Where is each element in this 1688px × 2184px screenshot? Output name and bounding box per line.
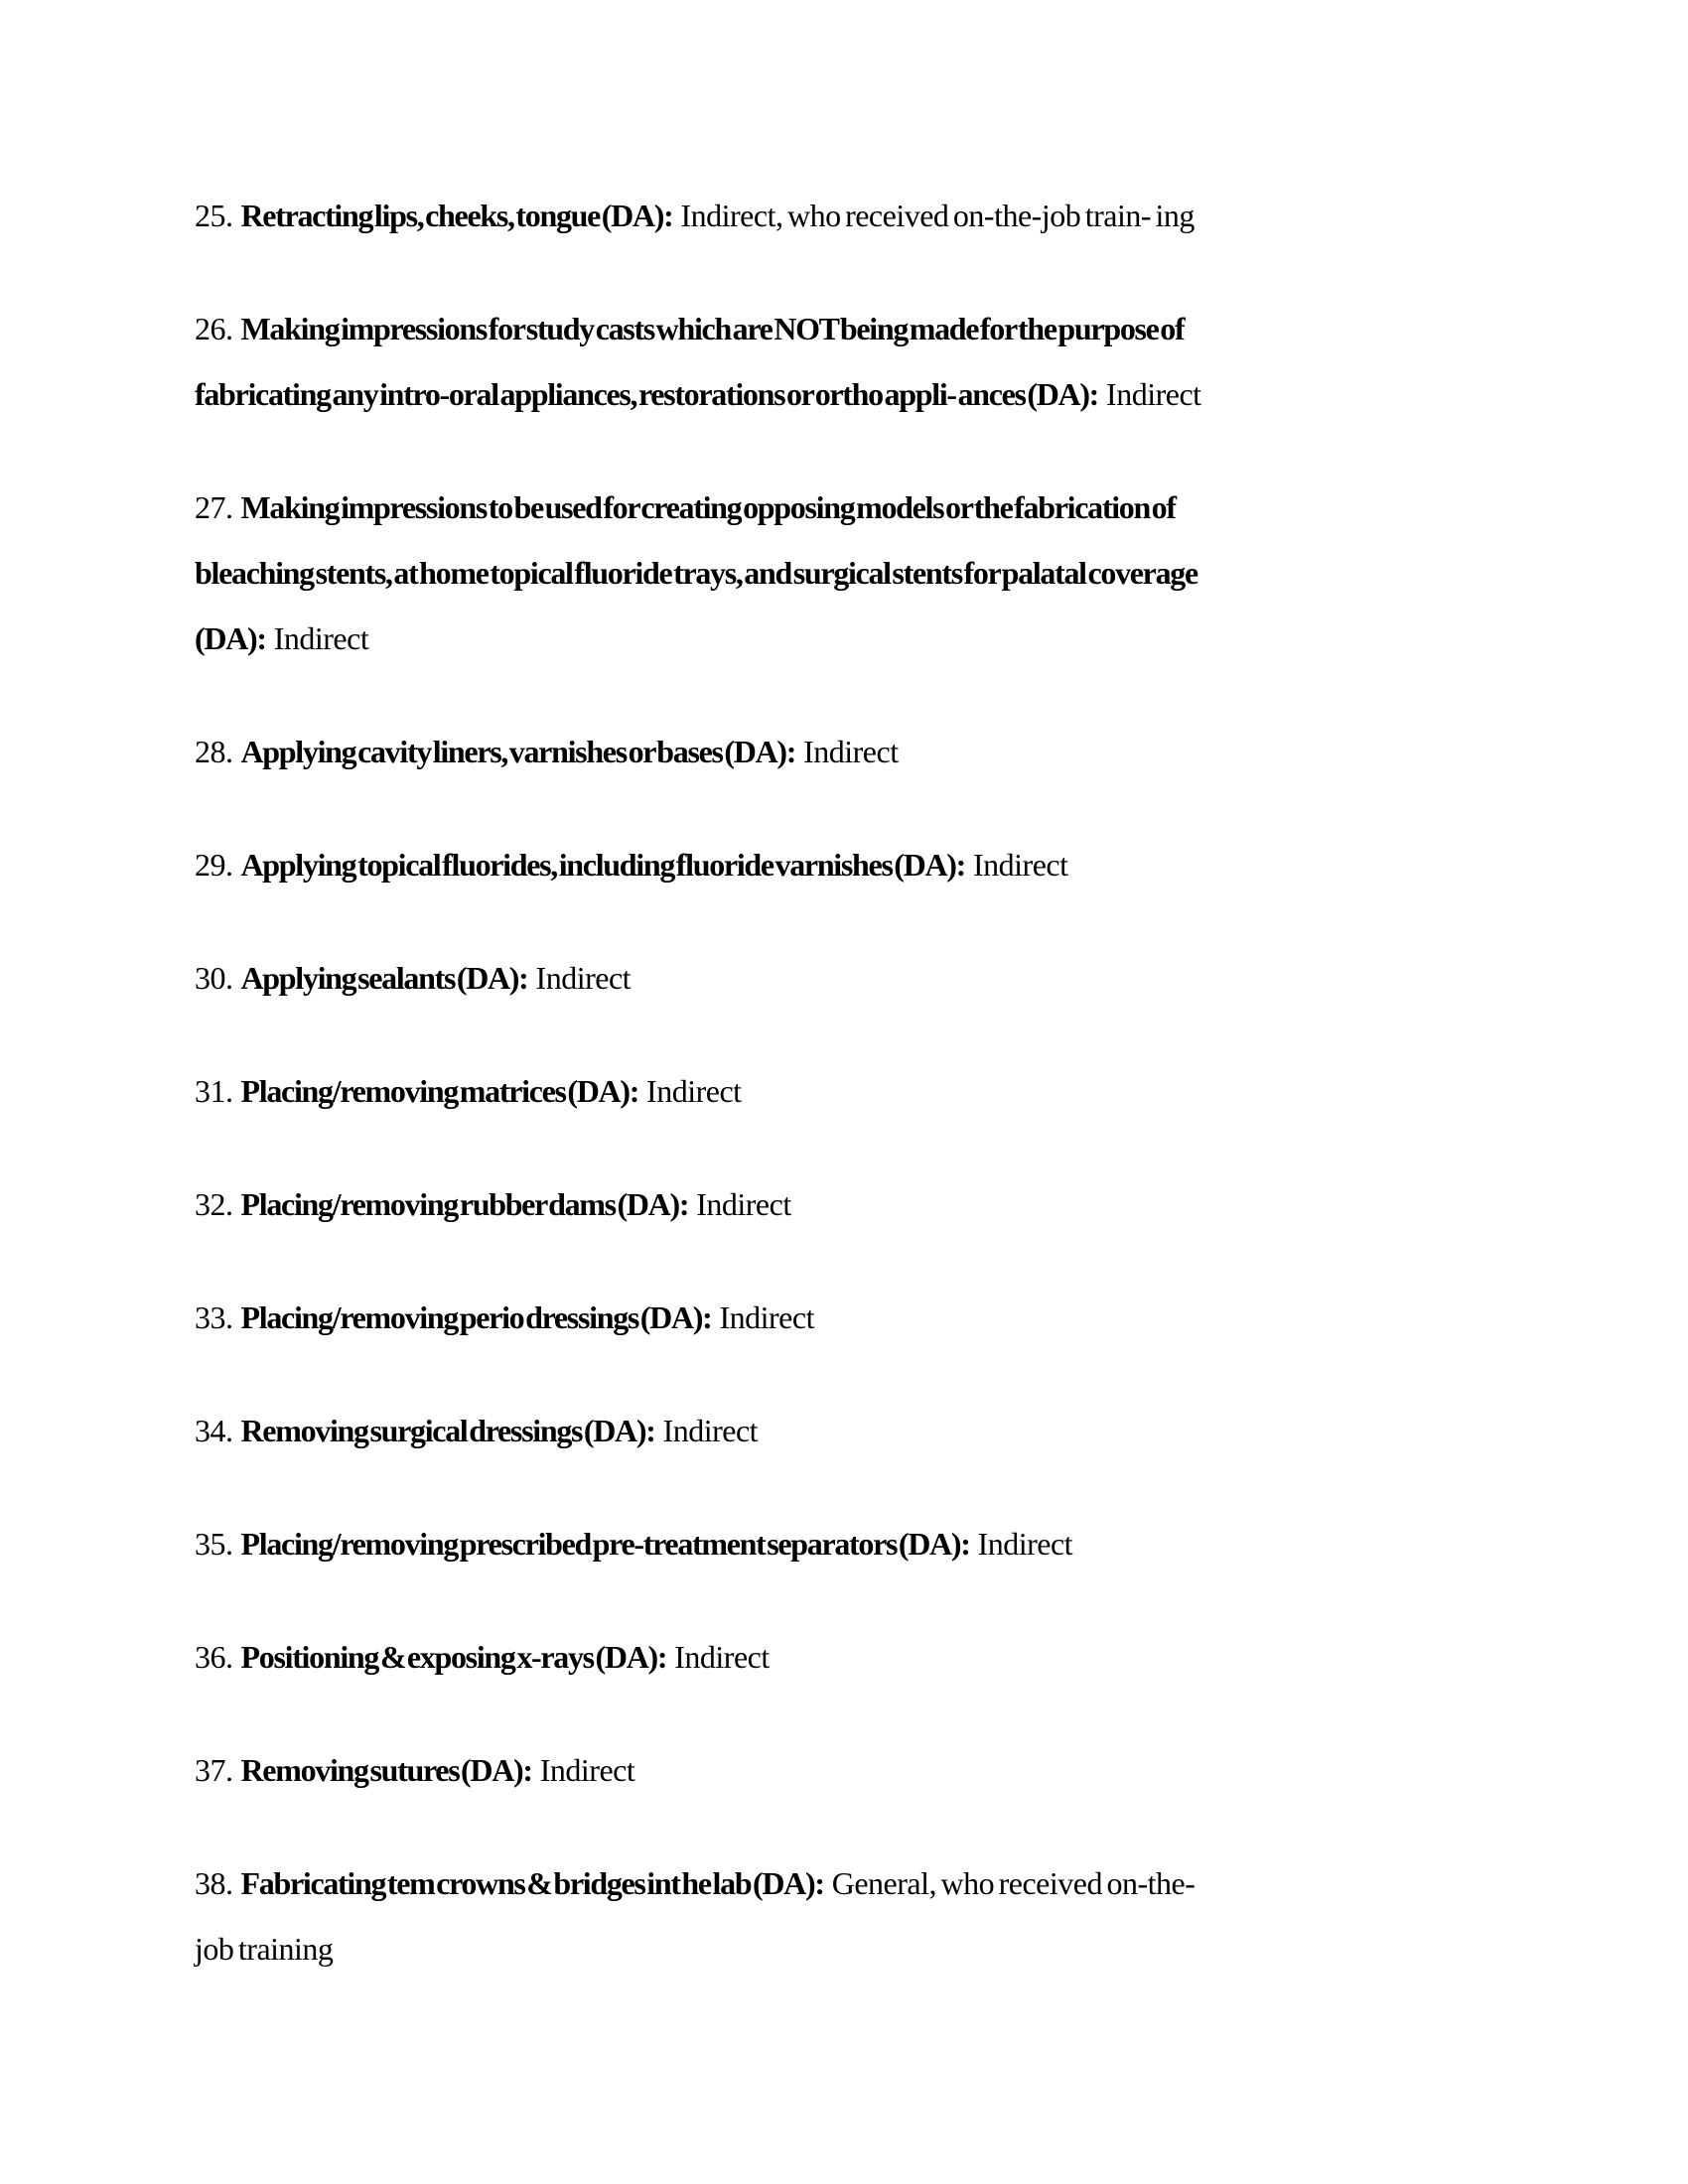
item-number: 30.: [195, 960, 233, 996]
item-number: 32.: [195, 1186, 233, 1222]
item-task: Fabricating tem crowns & bridges int he lab (DA):: [240, 1865, 824, 1901]
item-answer: Indirect: [674, 1639, 770, 1675]
item-number: 36.: [195, 1639, 233, 1675]
item-number: 28.: [195, 734, 233, 769]
item-task: Applying topical fluorides, including fluoride varnishes (DA):: [240, 847, 965, 883]
item-answer: Indirect: [803, 734, 899, 769]
list-item: [195, 1171, 1227, 1237]
item-task: Placing/removing perio dressings (DA):: [240, 1299, 712, 1335]
item-number: 27.: [195, 489, 233, 525]
item-answer: Indirect: [273, 620, 369, 656]
item-answer: Indirect: [973, 847, 1068, 883]
item-number: 31.: [195, 1073, 233, 1109]
item-number: 26.: [195, 311, 233, 346]
item-answer: Indirect: [696, 1186, 791, 1222]
item-answer: Indirect: [662, 1413, 759, 1448]
item-number: 34.: [195, 1413, 233, 1448]
list-item: [195, 1398, 1227, 1463]
item-task: Applying cavity liners, varnishes or bases (DA):: [240, 734, 796, 769]
item-answer: Indirect: [535, 960, 632, 996]
item-task: Removing sutures (DA):: [240, 1752, 532, 1788]
list-item: [195, 1624, 1227, 1690]
item-number: 37.: [195, 1752, 233, 1788]
item-task: Making impressions for study casts which are NOT being made for the purpose of fabricating any intro-oral appliances, restorations or ortho appli- ances (DA):: [195, 311, 1185, 412]
item-task: Positioning & exposing x-rays (DA):: [240, 1639, 667, 1675]
list-item: [195, 719, 1227, 784]
list-item: [195, 832, 1227, 897]
list-item: [195, 1058, 1227, 1124]
item-task: Retracting lips, cheeks, tongue (DA):: [240, 198, 673, 233]
item-task: Removing surgical dressings (DA):: [240, 1413, 655, 1448]
list-item: [195, 183, 1227, 248]
item-number: 35.: [195, 1526, 233, 1562]
list-item: [195, 1511, 1227, 1576]
list-item: [195, 1285, 1227, 1350]
item-answer: Indirect: [1106, 376, 1201, 412]
document-text-column: [195, 183, 1227, 2029]
list-item: [195, 1737, 1227, 1803]
item-answer: Indirect: [977, 1526, 1073, 1562]
item-task: Applying sealants (DA):: [240, 960, 528, 996]
item-task: Placing/removing prescribed pre-treatment separators (DA):: [240, 1526, 970, 1562]
item-answer: Indirect, who received on-the-job train- ing: [680, 198, 1195, 233]
item-task: Placing/removing matrices (DA):: [240, 1073, 639, 1109]
item-answer: Indirect: [719, 1299, 814, 1335]
item-number: 25.: [195, 198, 233, 233]
item-task: Making impressions to be used for creating opposing models or the fabrication of bleaching stents, at home topical fluoride trays, and surgical stents for palatal coverage (DA):: [195, 489, 1197, 656]
item-number: 29.: [195, 847, 233, 883]
item-number: 33.: [195, 1299, 233, 1335]
list-item: [195, 296, 1227, 427]
item-number: 38.: [195, 1865, 233, 1901]
list-item: [195, 1850, 1227, 1981]
list-item: [195, 945, 1227, 1011]
item-answer: Indirect: [646, 1073, 742, 1109]
list-item: [195, 475, 1227, 671]
item-answer: General, who received on-the-job training: [195, 1865, 1196, 1967]
item-answer: Indirect: [539, 1752, 635, 1788]
item-task: Placing/removing rubber dams (DA):: [240, 1186, 689, 1222]
